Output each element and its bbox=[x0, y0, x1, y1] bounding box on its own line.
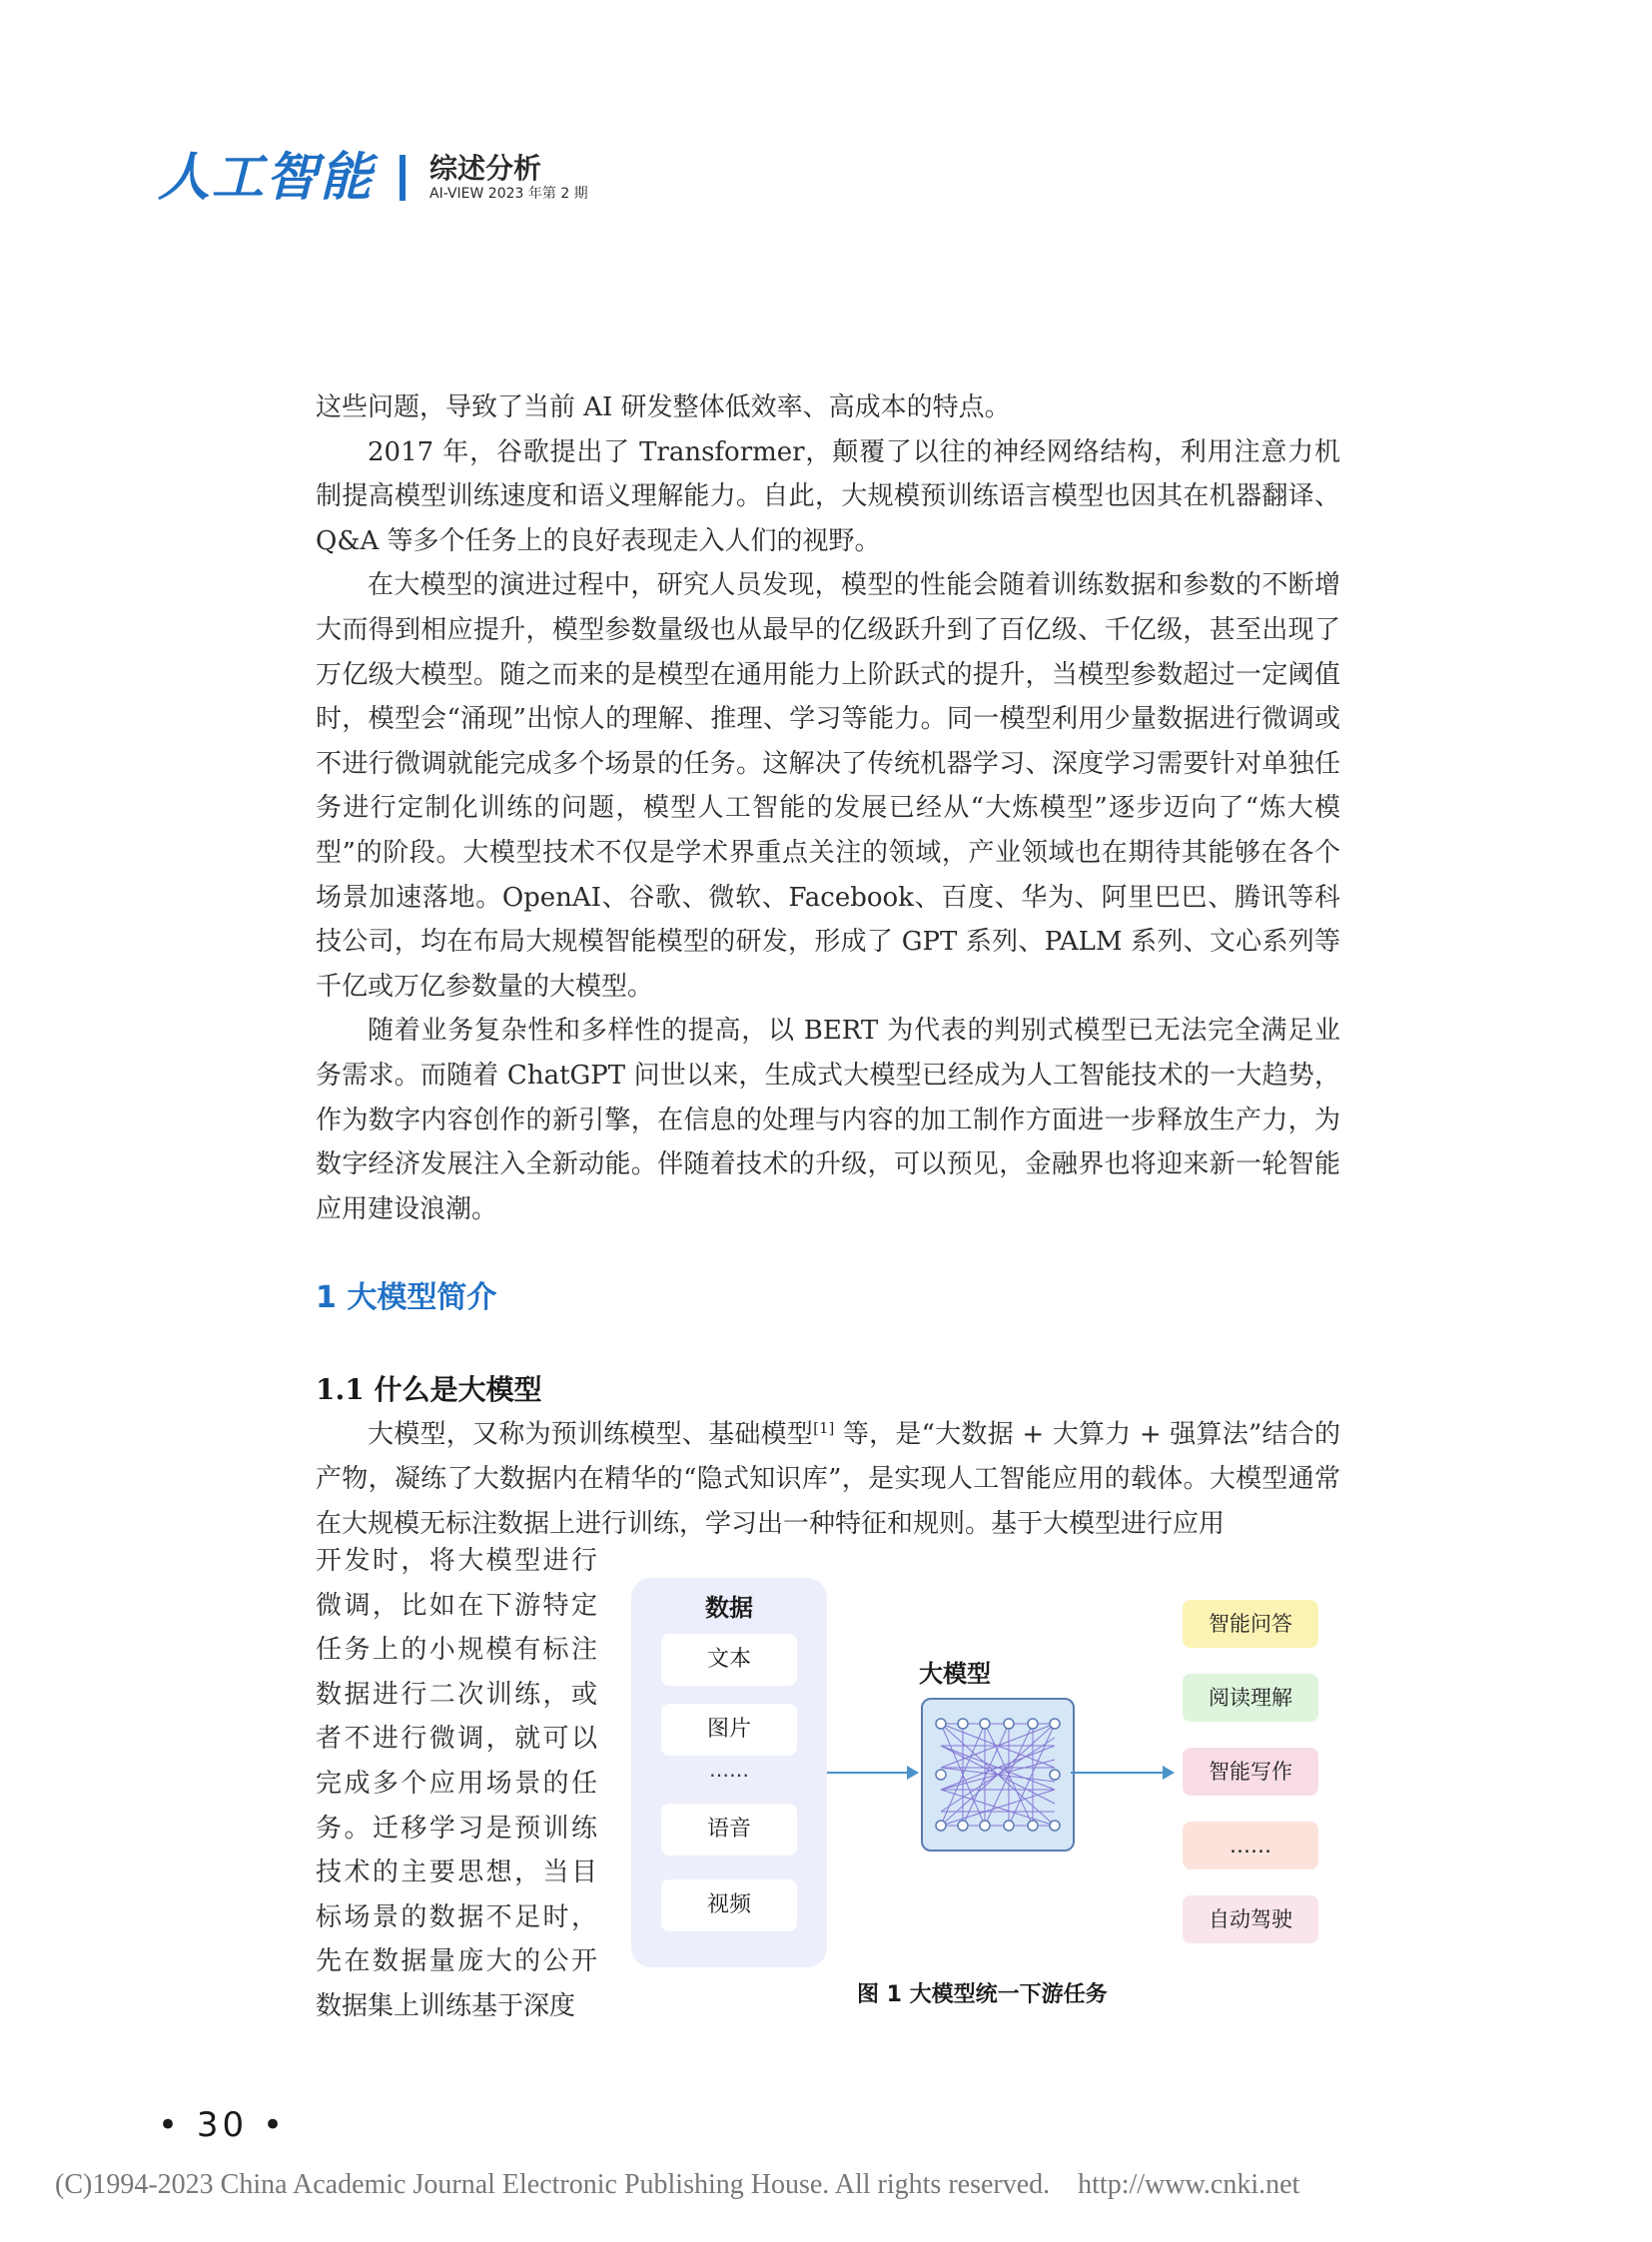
section-body bbox=[316, 1406, 1340, 1546]
citation-ref: [1] bbox=[813, 1419, 835, 1437]
paragraph: 开发时，将大模型进行微调，比如在下游特定任务上的小规模有标注数据进行二次训练，或者不进行微调，就可以完成多个应用场景的任务。迁移学习是预训练技术的主要思想，当目标场景的数据不足时，先在数据量庞大的公开数据集上训练基于深度 bbox=[316, 1546, 597, 2021]
section-heading: 1 大模型简介 bbox=[316, 1280, 497, 1315]
paragraph bbox=[316, 1406, 1340, 1546]
intro-text bbox=[316, 385, 1340, 1231]
paragraph: 2017 年，谷歌提出了 Transformer，颠覆了以往的神经网络结构，利用注意力机制提高模型训练速度和语义理解能力。自此，大规模预训练语言模型也因其在机器翻译、Q&A 等多个任务上的良好表现走入人们的视野。 bbox=[316, 436, 1340, 556]
input-speech: 语音 bbox=[661, 1804, 797, 1856]
figure-1 bbox=[631, 1578, 1350, 2017]
paragraph: 随着业务复杂性和多样性的提高，以 BERT 为代表的判别式模型已无法完全满足业务需求。而随着 ChatGPT 问世以来，生成式大模型已经成为人工智能技术的一大趋势，作为数字内容创作的新引擎，在信息的处理与内容的加工制作方面进一步释放生产力，为数字经济发展注入全新动能。伴随着技术的升级，可以预见，金融界也将迎来新一轮智能应用建设浪潮。 bbox=[316, 1016, 1340, 1224]
paragraph: 这些问题，导致了当前 AI 研发整体低效率、高成本的特点。 bbox=[316, 392, 1011, 422]
paragraph-text: 大模型，又称为预训练模型、基础模型 bbox=[368, 1419, 814, 1450]
figure-caption: 图 1 大模型统一下游任务 bbox=[857, 1982, 1108, 2007]
neural-network-icon bbox=[921, 1698, 1075, 1852]
bullet-right: • bbox=[262, 2105, 288, 2145]
arrow-to-tasks bbox=[1071, 1772, 1173, 1774]
paragraph: 在大模型的演进过程中，研究人员发现，模型的性能会随着训练数据和参数的不断增大而得到相应提升，模型参数量级也从最早的亿级跃升到了百亿级、千亿级，甚至出现了万亿级大模型。随之而来的是模型在通用能力上阶跃式的提升，当模型参数超过一定阈值时，模型会“涌现”出惊人的理解、推理、学习等能力。同一模型利用少量数据进行微调或不进行微调就能完成多个场景的任务。这解决了传统机器学习、深度学习需要针对单独任务进行定制化训练的问题，模型人工智能的发展已经从“大炼模型”逐步迈向了“炼大模型”的阶段。大模型技术不仅是学术界重点关注的领域，产业领域也在期待其能够在各个场景加速落地。OpenAI、谷歌、微软、Facebook、百度、华为、阿里巴巴、腾讯等科技公司，均在布局大规模智能模型的研发，形成了 GPT 系列、PALM 系列、文心系列等千亿或万亿参数量的大模型。 bbox=[316, 570, 1340, 1002]
journal-logo: 人工智能 bbox=[158, 148, 375, 208]
model-label: 大模型 bbox=[919, 1660, 991, 1688]
task-ellipsis: …… bbox=[1183, 1822, 1318, 1869]
paragraph-text: 等，是“大数据 + 大算力 + 强算法”结合的产物，凝练了大数据内在精华的“隐式知识库”，是实现人工智能应用的载体。大模型通常在大规模无标注数据上进行训练，学习出一种特征和规则。基于大模型进行应用 bbox=[316, 1419, 1340, 1539]
input-video: 视频 bbox=[661, 1879, 797, 1931]
page-header bbox=[158, 148, 588, 208]
input-text: 文本 bbox=[661, 1634, 797, 1686]
copyright-footer: (C)1994-2023 China Academic Journal Electronic Publishing House. All rights reserved. http://www.cnki.net bbox=[55, 2169, 1300, 2200]
task-qa: 智能问答 bbox=[1183, 1600, 1318, 1648]
issue-label: AI-VIEW 2023 年第 2 期 bbox=[429, 186, 588, 202]
arrow-to-model bbox=[827, 1772, 917, 1774]
data-panel bbox=[631, 1578, 827, 1967]
network-graph bbox=[923, 1700, 1073, 1850]
page-number-value: 30 bbox=[196, 2105, 249, 2145]
wrapped-text-column bbox=[316, 1539, 597, 2029]
bullet-left: • bbox=[158, 2105, 183, 2145]
task-reading: 阅读理解 bbox=[1183, 1674, 1318, 1722]
input-ellipsis: …… bbox=[709, 1758, 749, 1782]
task-writing: 智能写作 bbox=[1183, 1748, 1318, 1796]
page-number bbox=[158, 2105, 287, 2145]
header-text bbox=[429, 153, 588, 203]
input-image: 图片 bbox=[661, 1704, 797, 1756]
header-divider bbox=[400, 155, 406, 201]
task-driving: 自动驾驶 bbox=[1183, 1895, 1318, 1943]
section-title: 综述分析 bbox=[429, 152, 542, 185]
subsection-heading: 1.1 什么是大模型 bbox=[316, 1373, 542, 1406]
data-panel-title: 数据 bbox=[705, 1594, 753, 1622]
